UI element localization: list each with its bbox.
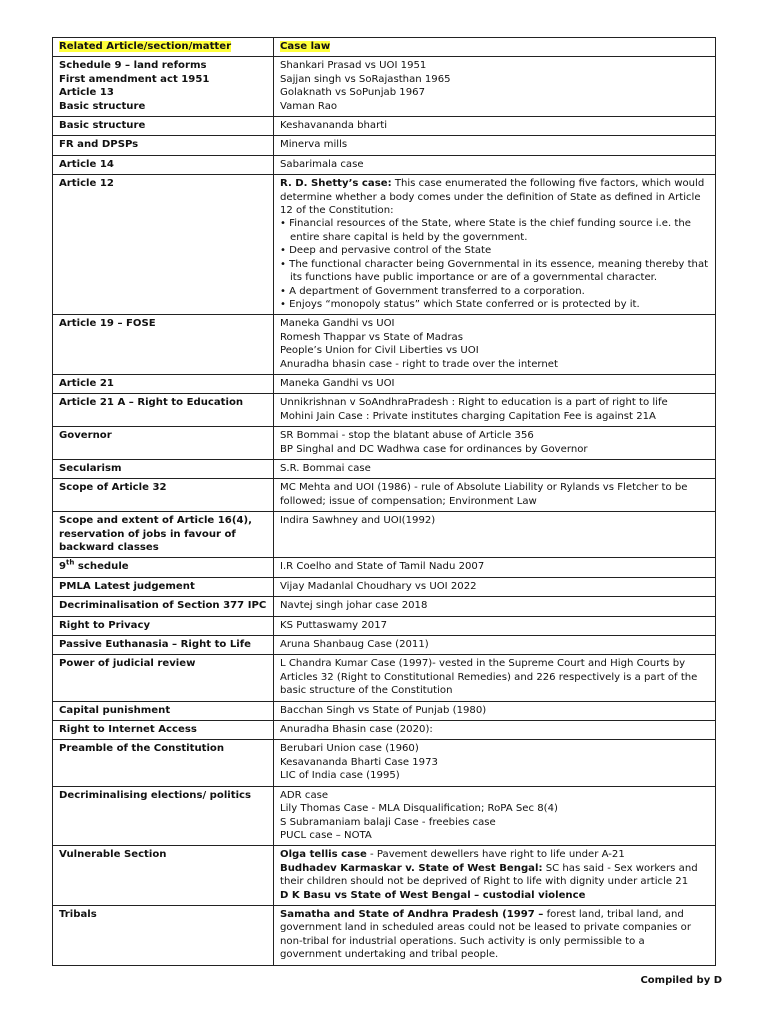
topic-line: Scope of Article 32 bbox=[59, 482, 167, 494]
topic-cell bbox=[53, 459, 274, 478]
case-line: BP Singhal and DC Wadhwa case for ordinances by Governor bbox=[280, 443, 588, 455]
case-cell bbox=[274, 459, 716, 478]
table-row bbox=[53, 558, 716, 577]
case-line: S.R. Bommai case bbox=[280, 462, 371, 474]
case-line: Sajjan singh vs SoRajasthan 1965 bbox=[280, 73, 451, 85]
case-line: Sabarimala case bbox=[280, 158, 364, 170]
case-name: R. D. Shetty’s case: bbox=[280, 178, 392, 190]
case-line bbox=[280, 908, 709, 962]
table-row bbox=[53, 616, 716, 635]
topic-cell bbox=[53, 57, 274, 117]
table-row bbox=[53, 512, 716, 558]
table-row bbox=[53, 394, 716, 427]
topic-line: Decriminalising elections/ politics bbox=[59, 789, 252, 801]
case-line bbox=[280, 862, 709, 889]
topic-line: Passive Euthanasia – Right to Life bbox=[59, 639, 251, 651]
case-cell bbox=[274, 616, 716, 635]
case-cell bbox=[274, 315, 716, 375]
case-line: Maneka Gandhi vs UOI bbox=[280, 318, 395, 330]
case-line: Berubari Union case (1960) bbox=[280, 743, 419, 755]
case-cell bbox=[274, 155, 716, 174]
case-name: Budhadev Karmaskar v. State of West Bengal: bbox=[280, 862, 543, 874]
topic-line: Basic structure bbox=[59, 120, 146, 132]
bullet-item: • The functional character being Governmental in its essence, meaning thereby that its functions have public importance or are of a governmental character. bbox=[280, 258, 709, 284]
topic-cell bbox=[53, 597, 274, 616]
case-line: ADR case bbox=[280, 789, 329, 801]
case-line: Kesavananda Bharti Case 1973 bbox=[280, 756, 438, 768]
topic-line: Vulnerable Section bbox=[59, 849, 167, 861]
case-line: Unnikrishnan v SoAndhraPradesh : Right to education is a part of right to life bbox=[280, 397, 668, 409]
table-header-row bbox=[53, 38, 716, 57]
case-description: SC has said - Sex workers and their children should not be deprived of Right to life with dignity under article 21 bbox=[280, 862, 698, 888]
bullet-item: • Deep and pervasive control of the State bbox=[280, 245, 492, 257]
case-line: Mohini Jain Case : Private institutes charging Capitation Fee is against 21A bbox=[280, 410, 656, 422]
topic-line: Basic structure bbox=[59, 100, 146, 112]
case-cell bbox=[274, 655, 716, 701]
topic-line: PMLA Latest judgement bbox=[59, 580, 195, 592]
case-cell bbox=[274, 701, 716, 720]
case-cell bbox=[274, 479, 716, 512]
table-row bbox=[53, 136, 716, 155]
topic-line: Article 21 A – Right to Education bbox=[59, 397, 244, 409]
table-row bbox=[53, 905, 716, 965]
table-row bbox=[53, 786, 716, 846]
case-line: Anuradha Bhasin case (2020): bbox=[280, 724, 433, 736]
header-case-label: Case law bbox=[280, 41, 331, 52]
case-cell bbox=[274, 846, 716, 906]
footer-credit: Compiled by D bbox=[640, 975, 722, 986]
case-line bbox=[280, 848, 709, 861]
header-topic-label: Related Article/section/matter bbox=[59, 41, 232, 52]
table-row bbox=[53, 155, 716, 174]
case-line: People’s Union for Civil Liberties vs UOI bbox=[280, 345, 479, 357]
case-description: This case enumerated the following five factors, which would determine whether a body comes under the definition of State as defined in Article 12 of the Constitution: bbox=[280, 178, 705, 217]
topic-cell bbox=[53, 701, 274, 720]
table-row bbox=[53, 740, 716, 786]
table-row bbox=[53, 655, 716, 701]
header-case-cell bbox=[274, 38, 716, 57]
topic-line: Capital punishment bbox=[59, 704, 171, 716]
case-law-table bbox=[52, 37, 716, 966]
case-line: Minerva mills bbox=[280, 139, 348, 151]
topic-line: Article 19 – FOSE bbox=[59, 318, 156, 330]
topic-cell bbox=[53, 636, 274, 655]
topic-cell bbox=[53, 394, 274, 427]
topic-line: Article 21 bbox=[59, 377, 114, 389]
topic-cell bbox=[53, 175, 274, 315]
topic-line: FR and DPSPs bbox=[59, 139, 139, 151]
topic-line: Tribals bbox=[59, 908, 97, 920]
topic-cell bbox=[53, 655, 274, 701]
topic-cell bbox=[53, 512, 274, 558]
topic-line: Decriminalisation of Section 377 IPC bbox=[59, 600, 267, 612]
topic-superscript: th bbox=[66, 559, 75, 568]
case-line: Lily Thomas Case - MLA Disqualification; RoPA Sec 8(4) bbox=[280, 803, 558, 815]
case-line: PUCL case – NOTA bbox=[280, 829, 372, 841]
topic-cell bbox=[53, 846, 274, 906]
case-line bbox=[280, 889, 709, 902]
case-cell bbox=[274, 721, 716, 740]
case-line: Vijay Madanlal Choudhary vs UOI 2022 bbox=[280, 580, 477, 592]
table-row bbox=[53, 57, 716, 117]
case-cell bbox=[274, 57, 716, 117]
case-cell bbox=[274, 512, 716, 558]
table-row bbox=[53, 597, 716, 616]
topic-cell bbox=[53, 721, 274, 740]
case-cell bbox=[274, 740, 716, 786]
topic-cell bbox=[53, 616, 274, 635]
case-cell bbox=[274, 136, 716, 155]
topic-line: Schedule 9 – land reforms bbox=[59, 60, 207, 72]
topic-line: Article 12 bbox=[59, 178, 114, 190]
topic-line: First amendment act 1951 bbox=[59, 73, 210, 85]
case-cell bbox=[274, 636, 716, 655]
case-cell bbox=[274, 597, 716, 616]
case-cell bbox=[274, 786, 716, 846]
topic-cell bbox=[53, 740, 274, 786]
topic-line bbox=[59, 560, 267, 573]
case-line: SR Bommai - stop the blatant abuse of Article 356 bbox=[280, 430, 534, 442]
case-name: Samatha and State of Andhra Pradesh (1997 – bbox=[280, 908, 544, 920]
case-intro bbox=[280, 177, 709, 217]
case-line: Golaknath vs SoPunjab 1967 bbox=[280, 87, 425, 99]
case-line: KS Puttaswamy 2017 bbox=[280, 619, 388, 631]
table-row bbox=[53, 427, 716, 460]
topic-cell bbox=[53, 905, 274, 965]
table-row bbox=[53, 577, 716, 596]
case-line: I.R Coelho and State of Tamil Nadu 2007 bbox=[280, 561, 485, 573]
case-line: Navtej singh johar case 2018 bbox=[280, 600, 428, 612]
case-line: S Subramaniam balaji Case - freebies case bbox=[280, 816, 496, 828]
table-row bbox=[53, 175, 716, 315]
topic-cell bbox=[53, 558, 274, 577]
table-body bbox=[53, 38, 716, 966]
case-cell bbox=[274, 558, 716, 577]
table-row bbox=[53, 374, 716, 393]
case-cell bbox=[274, 905, 716, 965]
case-name: D K Basu vs State of West Bengal – custodial violence bbox=[280, 889, 586, 901]
case-line: Romesh Thappar vs State of Madras bbox=[280, 331, 463, 343]
topic-cell bbox=[53, 155, 274, 174]
topic-line: Right to Internet Access bbox=[59, 724, 197, 736]
bullet-item: • Enjoys “monopoly status” which State conferred or is protected by it. bbox=[280, 298, 640, 310]
case-cell bbox=[274, 374, 716, 393]
bullet-item: • Financial resources of the State, where State is the chief funding source i.e. the entire share capital is held by the government. bbox=[280, 218, 691, 243]
table-row bbox=[53, 459, 716, 478]
case-line: Indira Sawhney and UOI(1992) bbox=[280, 515, 436, 527]
table-row bbox=[53, 117, 716, 136]
topic-line: Preamble of the Constitution bbox=[59, 743, 225, 755]
topic-cell bbox=[53, 315, 274, 375]
case-line: Aruna Shanbaug Case (2011) bbox=[280, 639, 429, 651]
table-row bbox=[53, 479, 716, 512]
case-line: Maneka Gandhi vs UOI bbox=[280, 377, 395, 389]
case-line: MC Mehta and UOI (1986) - rule of Absolute Liability or Rylands vs Fletcher to be followed; issue of compensation; Environment Law bbox=[280, 482, 688, 507]
bullet-item: • A department of Government transferred to a corporation. bbox=[280, 285, 585, 297]
table-row bbox=[53, 636, 716, 655]
topic-cell bbox=[53, 427, 274, 460]
table-row bbox=[53, 721, 716, 740]
case-cell bbox=[274, 117, 716, 136]
case-cell bbox=[274, 427, 716, 460]
topic-text: schedule bbox=[74, 561, 129, 573]
topic-line: Right to Privacy bbox=[59, 619, 151, 631]
topic-number: 9 bbox=[59, 561, 67, 573]
topic-line: Governor bbox=[59, 430, 112, 442]
topic-cell bbox=[53, 117, 274, 136]
case-description: forest land, tribal land, and government land in scheduled areas could not be leased to private companies or non-tribal for industrial operations. Such activity is only permissible to a government undertaking and tribal people. bbox=[280, 908, 691, 961]
case-line: Bacchan Singh vs State of Punjab (1980) bbox=[280, 704, 487, 716]
case-name: Olga tellis case bbox=[280, 849, 367, 861]
topic-cell bbox=[53, 136, 274, 155]
topic-line: Article 13 bbox=[59, 87, 114, 99]
table-row bbox=[53, 701, 716, 720]
case-line: Anuradha bhasin case - right to trade over the internet bbox=[280, 358, 558, 370]
topic-line: Article 14 bbox=[59, 158, 114, 170]
topic-line: Scope and extent of Article 16(4), reservation of jobs in favour of backward classes bbox=[59, 515, 252, 553]
case-line: Shankari Prasad vs UOI 1951 bbox=[280, 60, 427, 72]
case-line: Keshavananda bharti bbox=[280, 120, 388, 132]
table-row bbox=[53, 315, 716, 375]
topic-cell bbox=[53, 577, 274, 596]
topic-cell bbox=[53, 786, 274, 846]
case-line: LIC of India case (1995) bbox=[280, 770, 400, 782]
topic-line: Secularism bbox=[59, 462, 122, 474]
case-cell bbox=[274, 394, 716, 427]
case-cell bbox=[274, 577, 716, 596]
table-row bbox=[53, 846, 716, 906]
case-line: Vaman Rao bbox=[280, 100, 338, 112]
topic-cell bbox=[53, 479, 274, 512]
case-line: L Chandra Kumar Case (1997)- vested in the Supreme Court and High Courts by Articles 32 (Right to Constitutional Remedies) and 226 respectively is a part of the basic structure of the Constitution bbox=[280, 658, 698, 697]
case-description: - Pavement dewellers have right to life under A-21 bbox=[366, 849, 625, 861]
header-topic-cell bbox=[53, 38, 274, 57]
topic-cell bbox=[53, 374, 274, 393]
topic-line: Power of judicial review bbox=[59, 658, 196, 670]
case-cell bbox=[274, 175, 716, 315]
